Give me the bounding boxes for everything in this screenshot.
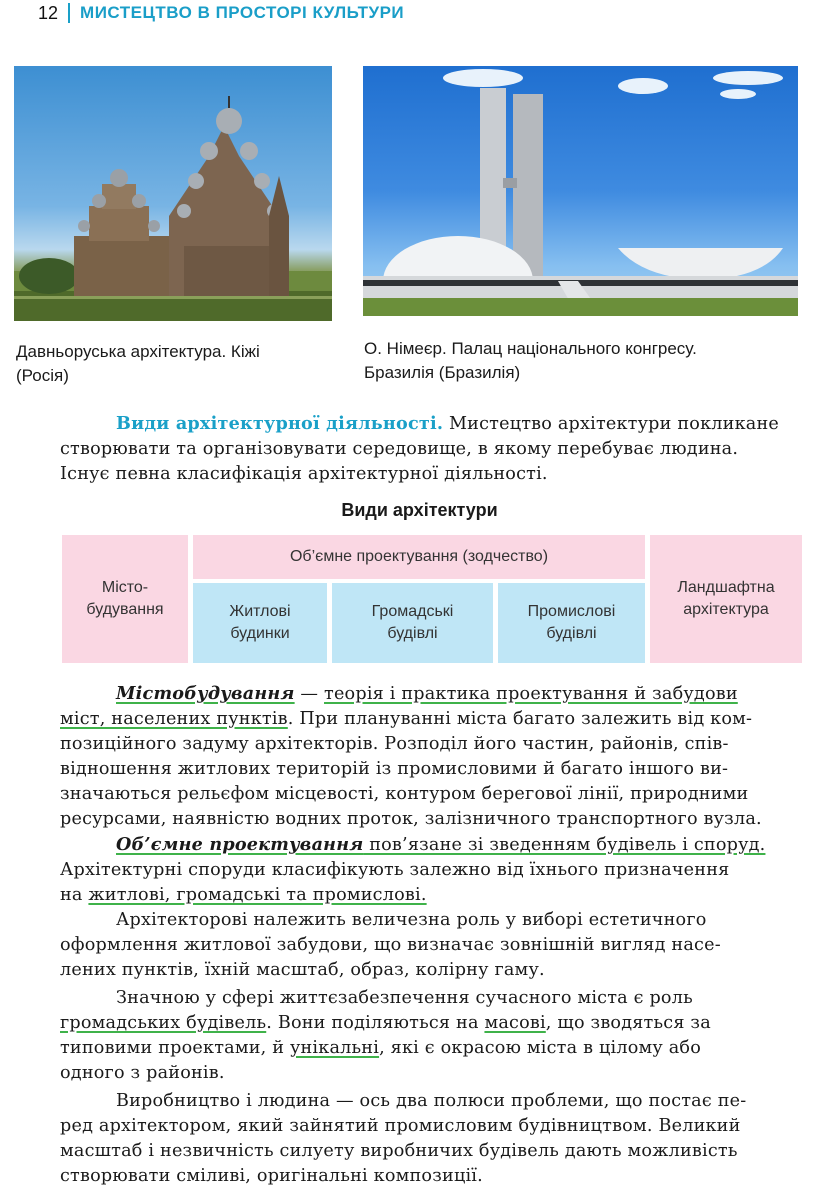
text-line: Значною у сфері життєзабезпечення сучасного міста є роль xyxy=(116,988,693,1008)
public-buildings-cell xyxy=(332,583,493,663)
text-line xyxy=(60,1036,804,1061)
urban-planning-cell xyxy=(62,535,188,663)
body-paragraph-5 xyxy=(60,1089,804,1189)
cell-text: архітектура xyxy=(683,601,769,618)
text-fragment: — xyxy=(294,684,325,704)
text-fragment: типовими проектами, й xyxy=(60,1038,290,1058)
industrial-buildings-cell xyxy=(498,583,645,663)
intro-paragraph xyxy=(60,411,804,487)
text-fragment: Мистецтво архітектури покликане xyxy=(443,414,779,434)
text-fragment: масові xyxy=(484,1013,546,1033)
cell-text: Житлові xyxy=(229,603,291,620)
diagram-title: Види архітектури xyxy=(341,500,498,520)
caption-right-line: Бразилія (Бразилія) xyxy=(364,363,521,382)
cell-text: будівлі xyxy=(546,625,597,642)
caption-right-line: О. Німеєр. Палац національного конгресу. xyxy=(364,339,697,358)
text-fragment: теорія і практика проектування й забудови xyxy=(324,684,738,704)
text-fragment: житлові, громадські та промислові. xyxy=(88,885,427,905)
page-number: 12 xyxy=(38,2,59,23)
text-fragment: . При плануванні міста багато залежить від ком- xyxy=(287,709,753,729)
text-line: ресурсами, наявністю водних проток, залізничного транспортного вузла. xyxy=(60,809,762,829)
text-fragment: , які є окрасою міста в цілому або xyxy=(379,1038,701,1058)
text-line: значаються рельєфом місцевості, контуром берегової лінії, природними xyxy=(60,784,749,804)
text-line xyxy=(60,1011,804,1036)
cell-text: будування xyxy=(86,601,164,618)
text-fragment: унікальні xyxy=(289,1038,380,1058)
body-paragraphs-1-2 xyxy=(60,681,804,908)
kizhi-church-illustration xyxy=(14,66,332,321)
body-paragraph-3 xyxy=(60,908,804,983)
intro-term: Види архітектурної діяльності. xyxy=(116,413,444,434)
text-fragment: громадських будівель xyxy=(60,1013,267,1033)
text-fragment: міст, населених пунктів xyxy=(60,709,288,729)
text-fragment: на xyxy=(60,885,89,905)
caption-left-line: Давньоруська архітектура. Кіжі xyxy=(16,342,260,361)
text-line: позиційного задуму архітекторів. Розподіл його частин, районів, спів- xyxy=(60,734,729,754)
volume-design-term: Об’ємне проектування xyxy=(116,834,364,855)
text-line xyxy=(60,411,804,437)
cell-text: будівлі xyxy=(387,625,438,642)
landscape-architecture-cell xyxy=(650,535,802,663)
text-line: Виробництво і людина — ось два полюси проблеми, що постає пе- xyxy=(116,1091,747,1111)
text-fragment: . Вони поділяються на xyxy=(266,1013,485,1033)
text-line: ред архітектором, який зайнятий промисловим будівництвом. Великий xyxy=(60,1116,741,1136)
caption-left-line: (Росія) xyxy=(16,366,69,385)
text-fragment: пов’язане зі зведенням будівель і споруд. xyxy=(363,835,766,855)
text-line: оформлення житлової забудови, що визначає зовнішній вигляд насе- xyxy=(60,935,721,955)
cell-text: Ландшафтна xyxy=(677,579,775,596)
volume-design-cell: Об’ємне проектування (зодчество) xyxy=(193,535,645,579)
cell-text: будинки xyxy=(230,625,290,642)
photo-caption-right xyxy=(364,337,804,385)
text-line xyxy=(60,832,804,858)
text-line xyxy=(60,883,804,908)
text-line: створювати та організовувати середовище, в якому перебуває людина. xyxy=(60,439,739,459)
chapter-title: МИСТЕЦТВО В ПРОСТОРІ КУЛЬТУРИ xyxy=(80,3,405,22)
text-line: створювати сміливі, оригінальні композиції. xyxy=(60,1166,483,1186)
body-paragraph-4 xyxy=(60,986,804,1086)
residential-buildings-cell xyxy=(193,583,327,663)
congress-palace-illustration xyxy=(363,66,798,316)
kizhi-church-photo xyxy=(14,66,332,321)
cell-text: Громадські xyxy=(371,603,454,620)
congress-palace-photo xyxy=(363,66,798,316)
cell-text: Місто- xyxy=(101,579,149,596)
text-line: Архітектурні споруди класифікують залежно від їхнього призначення xyxy=(60,860,730,880)
text-line: Існує певна класифікація архітектурної діяльності. xyxy=(60,464,548,484)
text-line: Архітекторові належить величезна роль у виборі естетичного xyxy=(116,910,707,930)
text-line: відношення житлових територій із промисловими й багато іншого ви- xyxy=(60,759,729,779)
page-header xyxy=(38,0,404,26)
text-line: масштаб і незвичність силуету виробничих будівель дають можливість xyxy=(60,1141,738,1161)
text-line: одного з районів. xyxy=(60,1063,225,1083)
architecture-types-diagram xyxy=(62,535,802,663)
urban-planning-term: Містобудування xyxy=(116,683,295,704)
photo-caption-left xyxy=(16,340,336,388)
text-line xyxy=(60,707,804,732)
cell-text: Промислові xyxy=(527,603,616,620)
text-line xyxy=(60,681,804,707)
text-line: лених пунктів, їхній масштаб, образ, колірну гаму. xyxy=(60,960,545,980)
header-divider xyxy=(68,3,70,23)
text-fragment: , що зводяться за xyxy=(545,1013,711,1033)
